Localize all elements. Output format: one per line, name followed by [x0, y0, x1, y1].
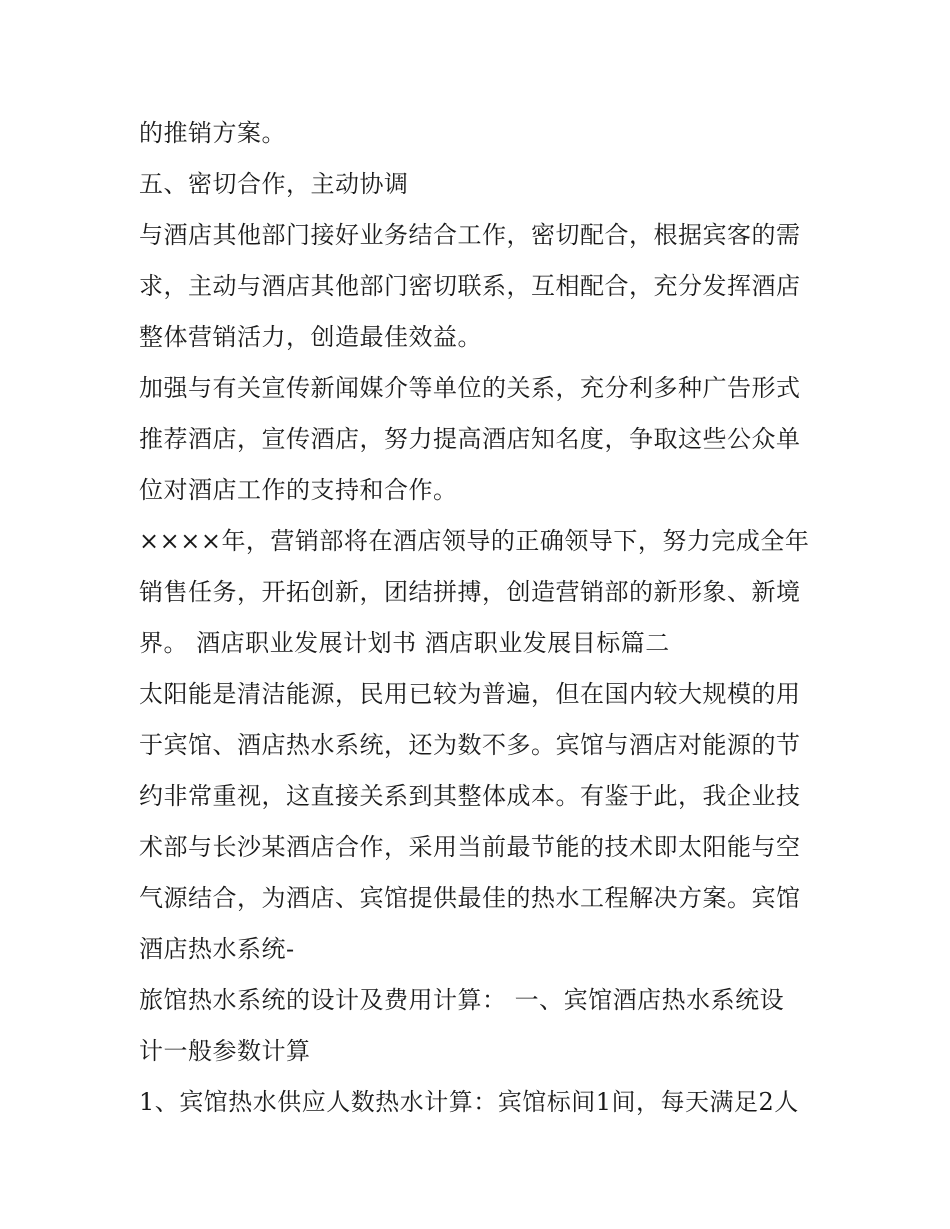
text-line: 销售任务，开拓创新，团结拼搏，创造营销部的新形象、新境 — [139, 578, 801, 606]
text-line: 旅馆热水系统的设计及费用计算： 一、宾馆酒店热水系统设 — [139, 986, 785, 1014]
text-line: 的推销方案。 — [139, 119, 286, 147]
text-line: 推荐酒店，宣传酒店，努力提高酒店知名度，争取这些公众单 — [139, 425, 801, 453]
text-line: 加强与有关宣传新闻媒介等单位的关系，充分利多种广告形式 — [139, 374, 801, 402]
text-line: 整体营销活力，创造最佳效益。 — [139, 323, 482, 351]
section-heading: 五、密切合作，主动协调 — [139, 170, 409, 198]
text-line: 与酒店其他部门接好业务结合工作，密切配合，根据宾客的需 — [139, 221, 801, 249]
text-line: 界。 酒店职业发展计划书 酒店职业发展目标篇二 — [139, 629, 670, 657]
text-line: 1、宾馆热水供应人数热水计算：宾馆标间1间，每天满足2人 — [139, 1088, 799, 1116]
text-line: 酒店热水系统- — [139, 935, 295, 963]
text-line: 位对酒店工作的支持和合作。 — [139, 476, 458, 504]
text-line: 太阳能是清洁能源，民用已较为普遍，但在国内较大规模的用 — [139, 680, 801, 708]
text-line: 气源结合，为酒店、宾馆提供最佳的热水工程解决方案。宾馆 — [139, 884, 801, 912]
text-line: 于宾馆、酒店热水系统，还为数不多。宾馆与酒店对能源的节 — [139, 731, 801, 759]
document-body — [139, 108, 819, 1128]
text-line: 约非常重视，这直接关系到其整体成本。有鉴于此，我企业技 — [139, 782, 801, 810]
text-line: 求，主动与酒店其他部门密切联系，互相配合，充分发挥酒店 — [139, 272, 801, 300]
text-line: 术部与长沙某酒店合作，采用当前最节能的技术即太阳能与空 — [139, 833, 801, 861]
text-line: ××××年，营销部将在酒店领导的正确领导下，努力完成全年 — [139, 527, 810, 555]
text-line: 计一般参数计算 — [139, 1037, 311, 1065]
